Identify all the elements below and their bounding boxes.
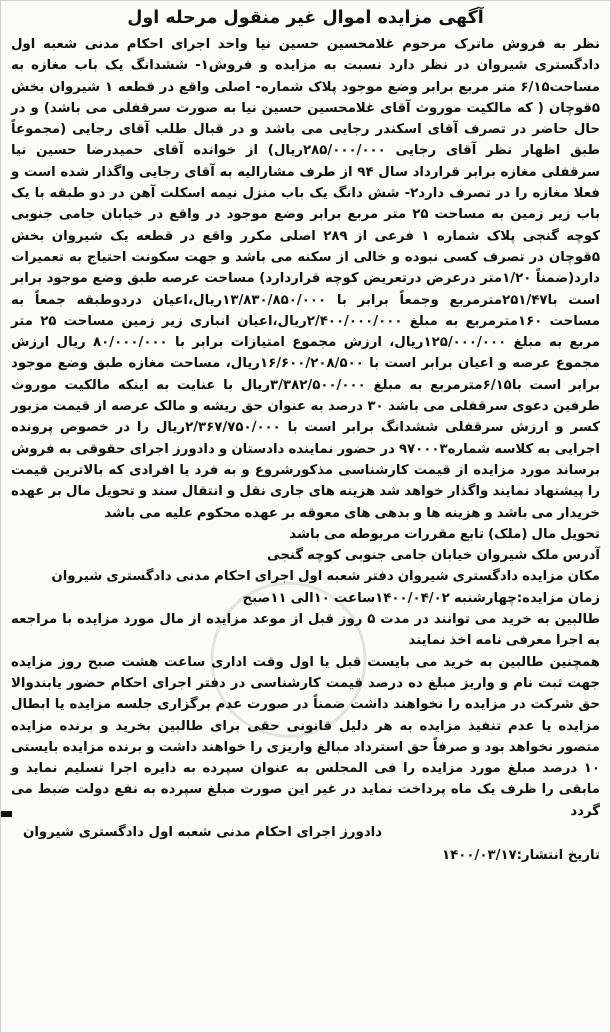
paragraph-time: زمان مزایده:چهارشنبه ۱۴۰۰/۰۴/۰۲ساعت ۱۰الی ۱۱صبح <box>242 590 600 606</box>
margin-mark <box>1 811 12 817</box>
signature: دادورز اجرای احکام مدنی شعبه اول دادگستری شیروان <box>23 824 383 840</box>
paragraph-delivery: تحویل مال (ملک) تابع مقررات مربوطه می باشد <box>289 526 600 542</box>
notice-body <box>11 34 600 822</box>
paragraph-conditions: همچنین طالبین به خرید می بایست قبل یا اول وقت اداری ساعت هشت صبح روز مزایده جهت ثبت نام و واریز مبلغ ده درصد قیمت کارشناسی در دفتر اجرای احکام حضور یابندوالا حق شرکت در مزایده را نخواهند داشت ضمناً در صورت عدم برگزاری جلسه مزایده یا ابطال مزایده یا عدم تنفیذ مزایده به هر دلیل قانونی حقی برای طالبین بخرید و برنده مزایده متصور نخواهد بود و صرفاً حق استرداد مبالغ واریزی را خواهند داشت و برنده مزایده بایستی ۱۰ درصد مبلغ مورد مزایده را فی المجلس به عنوان سپرده به دایره اجرا تسلیم نماید و مابقی را ظرف یک ماه پرداخت نماید در غیر این صورت مبلغ سپرده به نفع دولت ضبط می گردد <box>11 654 600 819</box>
paragraph-place: مکان مزایده دادگستری شیروان دفتر شعبه اول اجرای احکام مدنی دادگستری شیروان <box>51 569 600 585</box>
paragraph-inspection: طالبین به خرید می توانند در مدت ۵ روز قبل از موعد مزایده از مال مورد مزایده با مراجعه به اجرا معرفی نامه اخذ نمایند <box>11 612 600 649</box>
publish-date: تاریخ انتشار:۱۴۰۰/۰۳/۱۷ <box>442 847 600 863</box>
paragraph-main: نظر به فروش ماترک مرحوم غلامحسین حسین نیا واحد اجرای احکام مدنی شعبه اول دادگستری شیروان در نظر دارد نسبت به مزایده و فروش۱- ششدانگ یک باب مغازه به مساحت۶/۱۵ متر مربع برابر وضع موجود پلاک شماره- اصلی واقع در قطعه ۱ شیروان بخش ۵قوچان ( که مالکیت موروث آقای غلامحسین حسین نیا به صورت سرقفلی می باشد) و در حال حاضر در تصرف آقای اسکندر رجایی می باشد و در قبال طلب آقای رجایی (مجموعاً طبق اظهار نظر آقای رجایی ۲۸۵/۰۰۰/۰۰۰ریال) از خوانده آقای حمیدرضا حسین نیا سرقفلی مغازه برابر قرارداد سال ۹۴ از طرف مشارالیه به آقای رجایی واگذار شده است و فعلا مغازه را در تصرف دارد۲- شش دانگ یک باب منزل نیمه اسکلت آهن در دو طبقه با یک باب زیر زمین به مساحت ۲۵ متر مربع برابر وضع موجود در واقع در خیابان جامی جنوبی کوچه گنجی پلاک شماره ۱ فرعی از ۲۸۹ اصلی مکرر واقع در قطعه یک شیروان بخش ۵قوچان در تصرف کسی نبوده و خالی از سکنه می باشد و جهت سکونت احتیاج به تعمیرات دارد(ضمناً ۱/۲۰متر درعرض درتعریض کوچه قراردارد) مساحت عرصه طبق وضع موجود برابر است با۲۵۱/۴۷مترمربع وجمعاً برابر با ۱۳/۸۳۰/۸۵۰/۰۰۰ریال،اعیان دردوطبقه جمعاً به مساحت ۱۶۰مترمربع به مبلغ ۲/۴۰۰/۰۰۰/۰۰۰ریال،اعیان انباری زیر زمین مساحت ۲۵ متر مربع به مبلغ ۱۲۵/۰۰۰/۰۰۰ریال، ارزش مجموع امتیازات برابر با ۸۰/۰۰۰/۰۰۰ ریال ارزش مجموع عرصه و اعیان برابر است با ۱۶/۶۰۰/۲۰۸/۵۰۰ریال، مساحت مغازه طبق وضع موجود برابر است با۶/۱۵مترمربع به مبلغ ۳/۳۸۲/۵۰۰/۰۰۰ریال با عنایت به اینکه مالکیت موروث طرفین دعوی سرقفلی می باشد ۳۰ درصد به عنوان حق ریشه و مالک عرصه از قیمت مزبور کسر و ارزش سرقفلی ششدانگ برابر است با ۲/۳۶۷/۷۵۰/۰۰۰ریال را در خصوص پرونده اجرایی به کلاسه شماره۹۷۰۰۰۳ در حضور نماینده دادستان و دادورز اجرای حقوقی به فروش برساند مورد مزایده از قیمت کارشناسی مذکورشروع و به فرد یا افرادی که بالاترین قیمت را پیشنهاد نمایند واگذار خواهد شد هزینه های جاری نقل و انتقال سند و تحویل مال بر عهده خریدار می باشد و هزینه ها و بدهی های معوقه بر عهده محکوم علیه می باشد <box>11 37 601 521</box>
paragraph-address: آدرس ملک شیروان خیابان جامی جنوبی کوچه گنجی <box>266 548 600 564</box>
notice-title: آگهی مزایده اموال غیر منقول مرحله اول <box>127 8 484 28</box>
